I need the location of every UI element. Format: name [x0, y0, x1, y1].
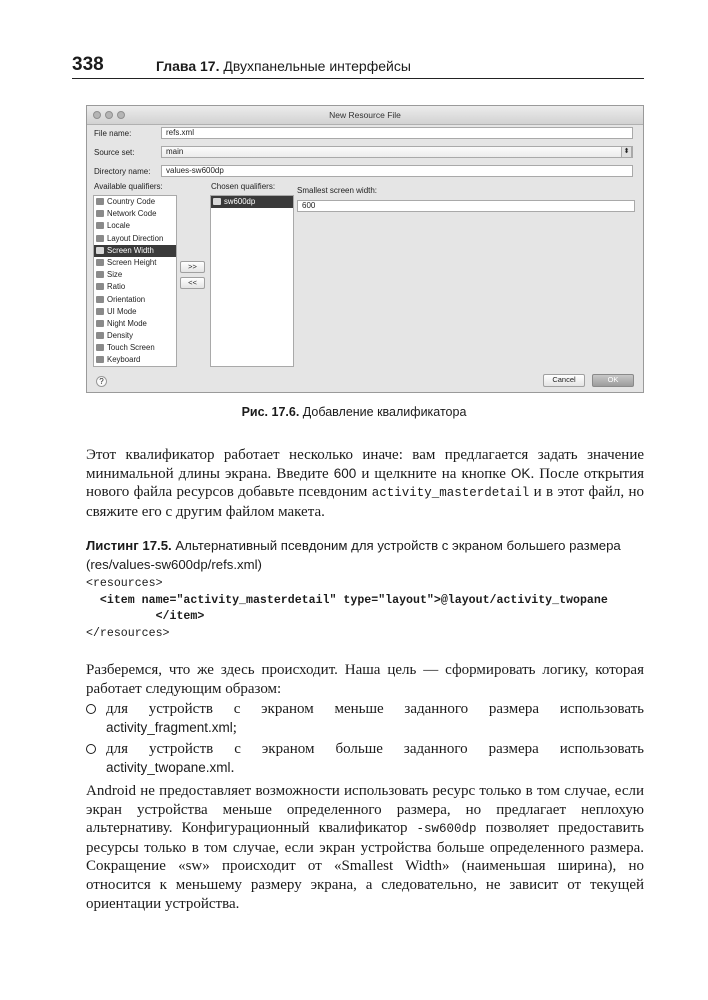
header-rule — [72, 78, 644, 79]
qualifier-item[interactable] — [94, 354, 176, 366]
figure-number: Рис. 17.6. — [241, 405, 300, 419]
qualifier-item[interactable] — [94, 281, 176, 293]
bullet-item — [86, 740, 644, 778]
width-icon — [213, 198, 221, 205]
qualifier-label: Screen Width — [107, 245, 154, 255]
text-run: позволяет предоставить ресурсы только в том случае, если экран устройства больше определенного размера. Сокращение «sw» происходит от «Smallest Width» (наименьшая ширина), но относится к меньшему размеру экрана, а следовательно, не зависит от текущей ориентации устройства. — [86, 820, 645, 912]
listing-caption — [86, 536, 644, 574]
code-line-2: <item name="activity_masterdetail" type="layout">@layout/activity_twopane — [86, 594, 608, 607]
file-name-input[interactable]: refs.xml — [161, 127, 633, 139]
figure-caption-text: Добавление квалификатора — [302, 405, 467, 419]
bullet-item — [86, 700, 644, 738]
available-qualifiers-label: Available qualifiers: — [94, 182, 163, 191]
paragraph-3 — [86, 782, 644, 913]
qualifier-item[interactable] — [211, 196, 293, 208]
text-run: для устройств с экраном меньше заданного размера использовать — [106, 701, 644, 717]
cancel-button[interactable]: Cancel — [543, 374, 585, 387]
figure-caption — [0, 405, 708, 419]
qualifier-item[interactable] — [94, 269, 176, 281]
night-mode-icon — [96, 320, 104, 327]
running-header — [72, 54, 644, 76]
text-run: Android не предоставляет возможности использовать ресурс только в том случае, если экран устройства меньше определенного размера, но предлагает неплохую альтернативу. Конфигурационный квалификатор — [86, 783, 644, 837]
qualifier-label: Density — [107, 331, 133, 341]
inline-code: activity_masterdetail — [371, 486, 530, 501]
chapter-title — [156, 58, 411, 74]
qualifier-item[interactable] — [94, 318, 176, 330]
qualifier-label: Screen Height — [107, 257, 157, 267]
bullet-circle-icon — [86, 744, 96, 754]
bullet-circle-icon — [86, 704, 96, 714]
qualifier-label: Ratio — [107, 282, 126, 292]
listing-number: Листинг 17.5. — [86, 538, 172, 553]
file-name-label: File name: — [94, 129, 132, 138]
inline-code: -sw600dp — [416, 822, 477, 837]
text-run: и щелкните на кнопке — [356, 465, 511, 482]
bullet-text — [106, 740, 644, 777]
touch-icon — [96, 344, 104, 351]
page-number: 338 — [72, 54, 104, 75]
qualifier-item[interactable] — [94, 208, 176, 220]
globe-icon — [96, 210, 104, 217]
ok-button[interactable]: OK — [592, 374, 634, 387]
text-run: Этот квалификатор работает несколько иначе: вам предлагается задать значение минимальной длины экрана. Введите — [86, 447, 644, 482]
directory-name-label: Directory name: — [94, 167, 151, 176]
height-icon — [96, 259, 104, 266]
keyboard-icon — [96, 356, 104, 363]
help-button[interactable]: ? — [96, 376, 107, 387]
code-line-3: </item> — [86, 610, 205, 623]
qualifier-label: Country Code — [107, 197, 156, 206]
qualifier-label: Keyboard — [107, 355, 141, 365]
dialog-title: New Resource File — [329, 110, 401, 120]
chevron-updown-icon: ⬍ — [621, 146, 632, 158]
chosen-qualifiers-label: Chosen qualifiers: — [211, 182, 276, 191]
inline-value: OK — [510, 465, 531, 481]
orientation-icon — [96, 296, 104, 303]
remove-qualifier-button[interactable]: << — [180, 277, 205, 289]
qualifier-item[interactable] — [94, 294, 176, 306]
source-set-label: Source set: — [94, 148, 135, 157]
paragraph-1 — [86, 446, 644, 521]
text-run: . После открытия нового файла ресурсов добавьте псевдоним — [86, 465, 645, 501]
qualifier-label: sw600dp — [224, 197, 256, 206]
inline-filename: activity_fragment.xml — [106, 719, 233, 735]
code-line-1: <resources> — [86, 577, 163, 590]
size-icon — [96, 271, 104, 278]
source-set-value: main — [166, 147, 184, 156]
listing-title: Альтернативный псевдоним для устройств с экраном большего размера (res/values-sw600dp/refs.xml) — [86, 538, 621, 572]
paragraph-2: Разберемся, что же здесь происходит. Наша цель — сформировать логику, которая работает следующим образом: — [86, 662, 644, 697]
qualifier-item[interactable] — [94, 196, 176, 208]
inline-filename: activity_twopane.xml — [106, 759, 231, 775]
available-qualifiers-list[interactable] — [93, 195, 177, 367]
inline-value: 600 — [333, 465, 357, 481]
qualifier-label: Locale — [107, 221, 130, 231]
smallest-width-label: Smallest screen width: — [297, 186, 378, 195]
qualifier-item[interactable] — [94, 233, 176, 245]
qualifier-item[interactable] — [94, 220, 176, 232]
new-resource-file-dialog — [86, 105, 644, 393]
qualifier-label: Night Mode — [107, 318, 147, 328]
chapter-label: Глава 17. — [156, 58, 220, 74]
text-run: . — [230, 759, 235, 776]
add-qualifier-button[interactable]: >> — [180, 261, 205, 273]
qualifier-item[interactable] — [94, 257, 176, 269]
layout-icon — [96, 235, 104, 242]
qualifier-item[interactable] — [94, 330, 176, 342]
qualifier-item[interactable] — [94, 306, 176, 318]
text-run: ; — [232, 719, 237, 736]
density-icon — [96, 332, 104, 339]
ui-mode-icon — [96, 308, 104, 315]
qualifier-label: Orientation — [107, 294, 146, 304]
text-run: и в этот файл, но свяжите его с другим файлом макета. — [86, 484, 644, 520]
qualifier-label: Network Code — [107, 209, 157, 219]
qualifier-label: Layout Direction — [107, 233, 164, 243]
text-run: для устройств с экраном больше заданного размера использовать — [106, 741, 644, 757]
source-set-select[interactable] — [161, 146, 633, 158]
smallest-width-input[interactable]: 600 — [297, 200, 635, 212]
qualifier-label: Size — [107, 270, 123, 280]
qualifier-label: UI Mode — [107, 306, 137, 316]
bullet-text — [106, 700, 644, 737]
ratio-icon — [96, 283, 104, 290]
width-icon — [96, 247, 104, 254]
dialog-titlebar — [87, 106, 643, 125]
chosen-qualifiers-list[interactable] — [210, 195, 294, 367]
code-line-4: </resources> — [86, 627, 170, 640]
qualifier-label: Touch Screen — [107, 343, 155, 353]
chapter-name: Двухпанельные интерфейсы — [223, 58, 411, 74]
qualifier-item[interactable] — [94, 342, 176, 354]
globe-icon — [96, 222, 104, 229]
qualifier-item[interactable] — [94, 245, 176, 257]
directory-name-input[interactable]: values-sw600dp — [161, 165, 633, 177]
globe-icon — [96, 198, 104, 205]
